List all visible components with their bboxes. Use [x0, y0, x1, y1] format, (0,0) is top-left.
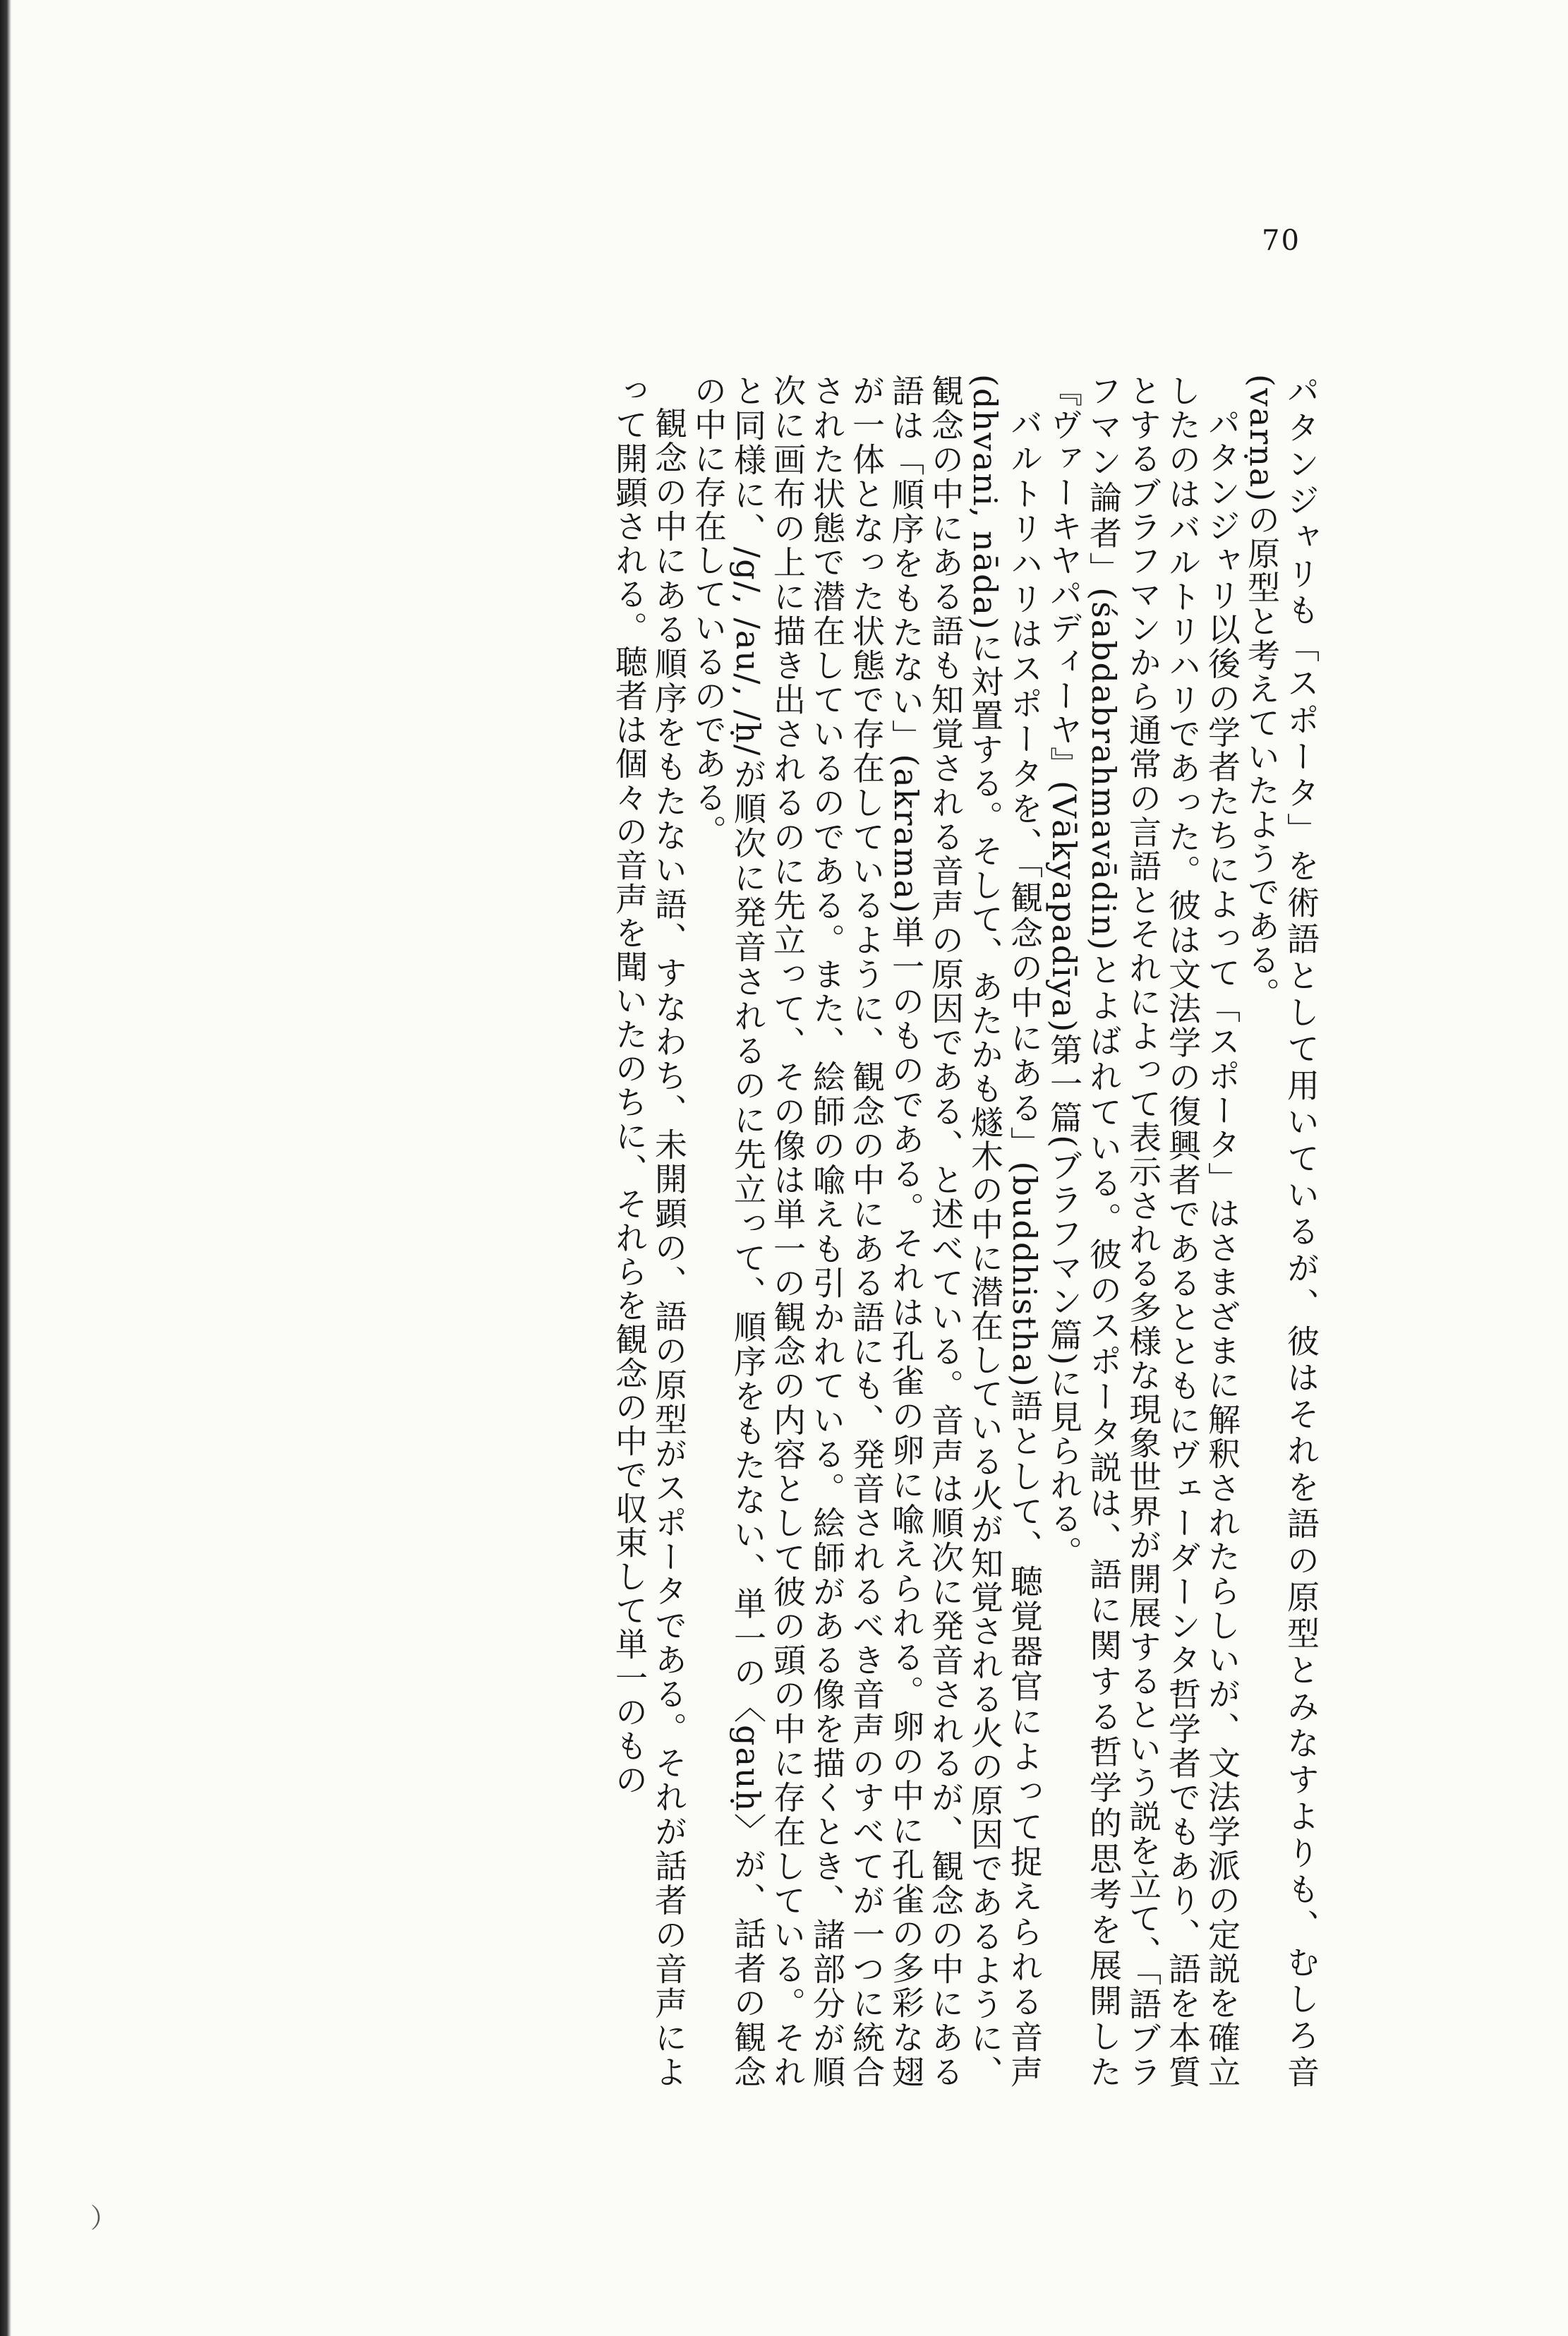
- binding-shadow: [0, 0, 11, 2336]
- page-number: 70: [1262, 224, 1301, 257]
- paragraph-3: バルトリハリはスポータを、「観念の中にある」(buddhistha)語として、聴覚器官によって捉えられる音声(dhvani, nāda)に対置する。そして、あたかも燧木の中に潜在している火が知覚される火の原因であるように、観念の中にある語も知覚される音声の原因である、と述べている。音声は順次に発音されるが、観念の中にある語は「順序をもたない」(akrama)単一のものである。それは孔雀の卵に喩えられる。卵の中に孔雀の多彩な翅が一体となった状態で存在しているように、観念の中にある語にも、発音されるべき音声のすべてが一つに統合された状態で潜在しているのである。また、絵師の喩えも引かれている。絵師がある像を描くとき、諸部分が順次に画布の上に描き出されるのに先立って、その像は単一の観念の内容として彼の頭の中に存在している。それと同様に、/g/, /au/, /ḥ/が順次に発音されるのに先立って、順序をもたない、単一の〈gauḥ〉が、話者の観念の中に存在しているのである。: [689, 374, 1044, 2089]
- margin-mark: ）: [90, 2203, 118, 2234]
- paragraph-4: 観念の中にある順序をもたない語、すなわち、未開顕の、語の原型がスポータである。それが話者の音声によって開顕される。聴者は個々の音声を聞いたのちに、それらを観念の中で収束して単一のもの: [610, 374, 688, 2089]
- body-text: [51, 374, 1321, 2089]
- paragraph-1: パタンジャリも「スポータ」を術語として用いているが、彼はそれを語の原型とみなすよりも、むしろ音(varṇa)の原型と考えていたようである。: [1243, 374, 1320, 2089]
- paragraph-2: パタンジャリ以後の学者たちによって「スポータ」はさまざまに解釈されたらしいが、文法学派の定説を確立したのはバルトリハリであった。彼は文法学の復興者であるとともにヴェーダーンタ哲学者でもあり、語を本質とするブラフマンから通常の言語とそれによって表示される多様な現象世界が開展するという説を立て、「語ブラフマン論者」(śabdabrahmavādin)とよばれている。彼のスポータ説は、語に関する哲学的思考を展開した『ヴァーキヤパディーヤ』(Vākyapadīya)第一篇(ブラフマン篇)に見られる。: [1045, 374, 1241, 2089]
